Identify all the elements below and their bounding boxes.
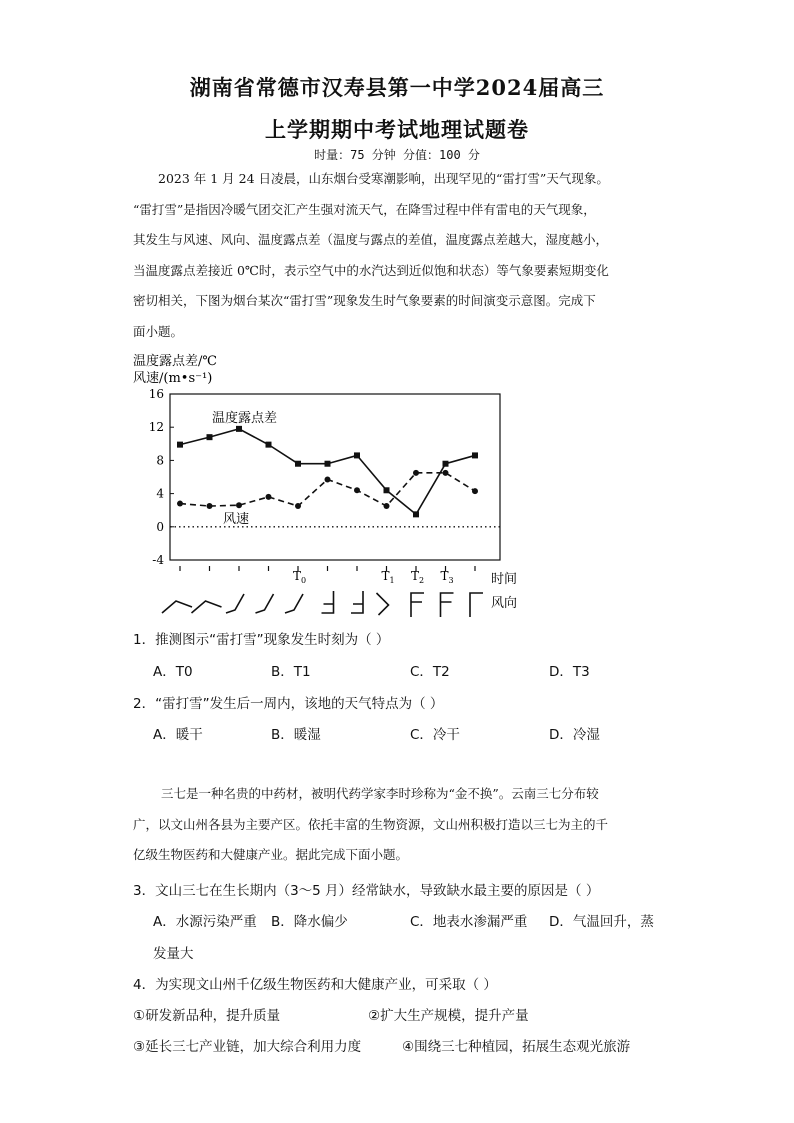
series-label-dewpoint: 温度露点差 — [212, 411, 278, 426]
q2-option-d[interactable]: D．冷湿 — [549, 727, 600, 743]
wind-barb-icon — [322, 591, 334, 613]
wind-barb-icon — [441, 593, 454, 617]
passage-line: 2023 年 1 月 24 日凌晨，山东烟台受寒潮影响，出现罕见的“雷打雪”天气现象。 — [158, 171, 609, 186]
question-1: 1．推测图示“雷打雪”现象发生时刻为（ ） — [133, 632, 390, 648]
q3-option-b[interactable]: B．降水偏少 — [271, 914, 348, 930]
wind-speed-point — [177, 501, 183, 507]
y-tick-label: 8 — [156, 453, 164, 468]
dewpoint-point — [354, 452, 360, 458]
passage-line: 其发生与风速、风向、温度露点差（温度与露点的差值，温度露点差越大，湿度越小， — [133, 232, 609, 247]
dewpoint-point — [384, 487, 390, 493]
passage-line: 三七是一种名贵的中药材，被明代药学家李时珍称为“金不换”。云南三七分布较 — [161, 786, 599, 801]
wind-speed-point — [207, 503, 213, 509]
wind-barb-icon — [162, 601, 192, 613]
wind-speed-point — [384, 503, 390, 509]
passage-line: “雷打雪”是指因冷暖气团交汇产生强对流天气，在降雪过程中伴有雷电的天气现象， — [133, 201, 596, 217]
y-tick-label: 16 — [148, 387, 164, 401]
dewpoint-point — [443, 461, 449, 467]
passage-leida-xue — [133, 164, 663, 347]
wind-barb-icon — [351, 591, 363, 613]
y-tick-label: 0 — [156, 519, 164, 534]
wind-speed-point — [295, 503, 301, 509]
y-axis-label-windspeed: 风速/(m•s⁻¹) — [133, 371, 213, 386]
wind-barb-icon — [226, 594, 244, 613]
dewpoint-point — [295, 461, 301, 467]
y-tick-label: 12 — [148, 420, 164, 435]
wind-speed-point — [472, 488, 478, 494]
q1-option-d[interactable]: D．T3 — [549, 664, 590, 680]
wind-barb-icon — [470, 593, 483, 617]
q3-option-d-continued: 发量大 — [153, 946, 194, 962]
q2-option-c[interactable]: C．冷干 — [410, 727, 460, 743]
passage-line: 面小题。 — [133, 323, 184, 339]
wind-speed-point — [266, 494, 272, 500]
exam-meta: 时量：75 分钟 分值：100 分 — [314, 148, 480, 162]
passage-line: 密切相关，下图为烟台某次“雷打雪”现象发生时气象要素的时间演变示意图。完成下 — [133, 293, 596, 308]
q3-option-a[interactable]: A．水源污染严重 — [153, 914, 257, 930]
passage-sanqi — [133, 779, 673, 871]
time-label: $T_2$ — [411, 569, 425, 585]
question-3: 3．文山三七在生长期内（3～5 月）经常缺水，导致缺水最主要的原因是（ ） — [133, 883, 600, 899]
wind-barb-icon — [256, 594, 274, 613]
question-2: 2．“雷打雪”发生后一周内，该地的天气特点为（ ） — [133, 696, 444, 712]
q4-item-4[interactable]: ④围绕三七种植园，拓展生态观光旅游 — [402, 1039, 631, 1055]
dewpoint-depression-line — [180, 429, 475, 514]
wind-speed-point — [443, 470, 449, 476]
wind-speed-point — [413, 470, 419, 476]
q4-item-2[interactable]: ②扩大生产规模，提升产量 — [368, 1008, 529, 1024]
y-tick-label: -4 — [152, 553, 164, 567]
q2-option-b[interactable]: B．暖湿 — [271, 727, 321, 743]
q1-option-c[interactable]: C．T2 — [410, 664, 450, 680]
passage-line: 广，以文山州各县为主要产区。依托丰富的生物资源，文山州积极打造以三七为主的千 — [133, 816, 609, 832]
q1-option-a[interactable]: A．T0 — [153, 664, 193, 680]
wind-speed-point — [325, 476, 331, 482]
passage-line: 亿级生物医药和大健康产业。据此完成下面小题。 — [133, 847, 409, 862]
exam-title-line1: 湖南省常德市汉寿县第一中学2024届高三 — [189, 75, 605, 100]
time-label: $T_0$ — [293, 569, 307, 585]
series-label-windspeed: 风速 — [223, 512, 250, 527]
q4-item-3[interactable]: ③延长三七产业链，加大综合利用力度 — [133, 1039, 362, 1055]
wind-barb-icon — [285, 594, 303, 613]
y-axis-label-dewpoint: 温度露点差/℃ — [133, 354, 217, 369]
time-label: $T_3$ — [440, 569, 454, 585]
time-label: $T_1$ — [381, 569, 395, 585]
dewpoint-point — [472, 452, 478, 458]
wind-speed-point — [236, 502, 242, 508]
passage-line: 当温度露点差接近 0℃时，表示空气中的水汽达到近似饱和状态）等气象要素短期变化 — [133, 262, 609, 278]
q2-option-a[interactable]: A．暖干 — [153, 727, 203, 743]
q4-item-1[interactable]: ①研发新品种，提升质量 — [133, 1008, 281, 1024]
question-4: 4．为实现文山州千亿级生物医药和大健康产业，可采取（ ） — [133, 977, 497, 993]
dewpoint-point — [207, 434, 213, 440]
dewpoint-point — [266, 442, 272, 448]
wind-barb-icon — [377, 593, 389, 615]
wind-speed-point — [354, 487, 360, 493]
dewpoint-point — [325, 461, 331, 467]
q3-option-d[interactable]: D．气温回升，蒸 — [549, 914, 654, 930]
y-tick-label: 4 — [156, 486, 164, 501]
q3-option-c[interactable]: C．地表水渗漏严重 — [410, 914, 528, 930]
wind-direction-label: 风向 — [491, 596, 518, 611]
wind-barb-icon — [192, 601, 222, 613]
dewpoint-point — [236, 426, 242, 432]
wind-barb-icon — [411, 593, 424, 617]
dewpoint-point — [177, 442, 183, 448]
dewpoint-point — [413, 511, 419, 517]
weather-elements-chart — [125, 348, 545, 620]
exam-title-line2: 上学期期中考试地理试题卷 — [265, 117, 529, 142]
q1-option-b[interactable]: B．T1 — [271, 664, 311, 680]
x-axis-label: 时间 — [491, 572, 518, 587]
